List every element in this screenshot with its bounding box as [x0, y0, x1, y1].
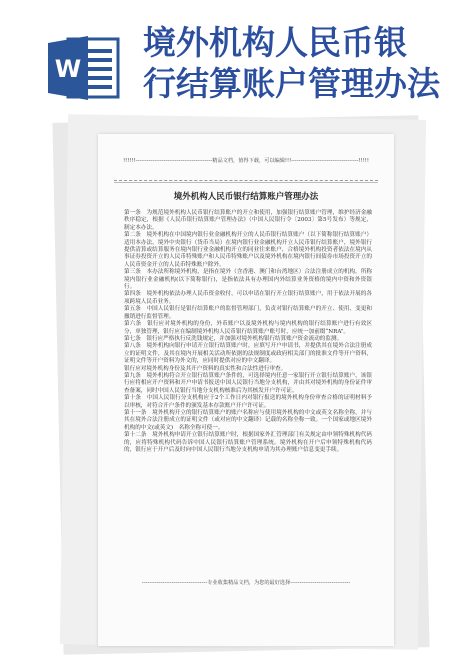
top-note: !!!!!!-----------------------------------------精品文档，值得下载，可以编辑!!!------------------------------------!!!!! [123, 158, 369, 164]
document-body [124, 210, 372, 454]
word-icon-letter: W [54, 55, 82, 83]
paragraph: 第三条 本办法所称境外机构，是指在境外（含香港、澳门和台湾地区）合法注册成立的机构。所称境内银行业金融机构(以下简称银行)，是指依法具有办理国内外结算业务资格的境内中资和外资银行。 [124, 269, 372, 291]
document-preview-page [98, 134, 394, 646]
paragraph: 第十一条 境外机构开立的银行结算账户的账户名称应与使用境外机构的中文或英文名称全称，并与其在境外合法注册成立的证明文件（或对应的中文翻译）记载的名称全称一致。一个国家或地区境外机构的中文(或英文) 名称全称可使一。 [124, 409, 372, 431]
paragraph: 第九条 境外机构符合开立银行结算账户条件的，可选择境内任意一家银行开立银行结算账户，该银行应将相应开户资料和开户申请书报送中国人民银行当地分支机构，并由其对境外机构的身份证件审查备案，同时中国人民银行当地分支机构核准后为其核发开户许可证。 [124, 372, 372, 394]
footer-note: -----------------------------------专业收集精品文档，为您的最好选择-------------------------------- [141, 580, 351, 586]
page-title [143, 22, 463, 104]
paragraph: 第六条 银行应对境外机构的身份，外币账户以及境外机构与境内机构的银行结算账户进行有效区分，单独管理，银行应在编制境外机构人民币银行结算账户账号时，应统一加前缀“NRA”。 [124, 321, 372, 335]
title-line-2: 行结算账户管理办法 [143, 64, 440, 103]
paragraph: 第七条 银行应严格执行反洗钱规定，并加强对境外机构银行结算账户资金流动的监测。 [124, 335, 343, 342]
word-document-icon [44, 33, 124, 103]
paragraph: 第二条 境外机构在中国境内银行业金融机构开立的人民币银行结算账户（以下简称银行结算账户）适用本办法。境外中央银行（货币当局）在境内银行业金融机构开立人民币银行结算账户，境外银行提供清算或结算服务在境内银行业金融机构开立的同业往来账户，合格境外机构投资者依法在境内从事证券投资开立的人民币特殊账户和人民币特殊账户以及境外机构在境内银行间债券市场投资开立的人民币资金开立的人民币特殊账户除外。 [124, 232, 372, 268]
paragraph: 第五条 中国人民银行是银行结算账户的监督管理部门，负责对银行结算账户的开立、使用、变更和撤销进行监督管理。 [124, 306, 372, 320]
divider-line [114, 182, 378, 183]
paragraph: 第十条 中国人民银行分支机构应于2个工作日内对银行报送的境外机构身份审查合格的证明材料予以审核，对符合开户条件的颁发基本存款账户开户许可证。 [124, 395, 372, 409]
paragraph: 第一条 为规范境外机构人民币银行结算账户的开立和使用，加强银行结算账户管理，维护经济金融秩序稳定，根据《人民币银行结算账户管理办法》（中国人民银行令〔2003〕第5号发布）等规定，制定本办法。 [124, 210, 372, 231]
paragraph: 第十二条 境外机构申请开立银行结算账户时，根据国家外汇管理部门有关规定由申领特殊机构代码的，应将特殊机构代码告诉中国人民银行结算账户管理系统。境外机构在开户后申领特殊机构代码的，银行应于开户后及时向中国人民银行当地分支机构申请为其办理账户信息变更手续。 [124, 432, 372, 453]
paragraph: 银行应对境外机构身份及其开户资料的真实性和合法性进行审查。 [124, 365, 287, 372]
page-header [0, 0, 474, 120]
document-title: 境外机构人民币银行结算账户管理办法 [173, 192, 319, 202]
divider-line [114, 180, 378, 181]
title-line-1: 境外机构人民币银 [143, 23, 407, 62]
paragraph: 第四条 境外机构依法办理人民币资金收付，可以申请在银行开立银行结算账户，用于依法开展的各项跨境人民币业务。 [124, 291, 372, 305]
paragraph: 第八条 境外机构向银行申请开立银行结算账户时，应填写开户申请书，并提供其在境外合法注册成立的证明文件，及其在境内开展相关活动所依据的法规制度或政府相关部门的批准文件等开户资料，证明文件等开户资料为外文的，应同时提供对应的中文翻译。 [124, 343, 372, 365]
